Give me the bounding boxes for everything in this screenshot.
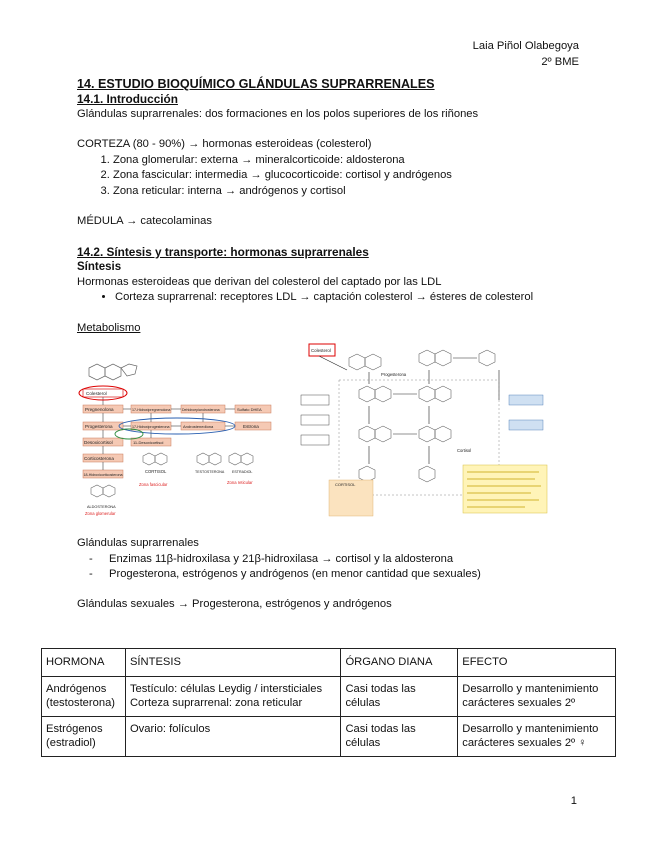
label-zona-fascicular: Zona fascicular xyxy=(139,482,168,488)
zones-list xyxy=(77,153,582,199)
fig2-cortisol-label: Cortisol xyxy=(457,448,472,454)
table-cell: Andrógenos (testosterona) xyxy=(42,676,126,716)
metabolismo-label: Metabolismo xyxy=(77,321,141,334)
box-sulfato-dhea: Sulfato DHEA xyxy=(237,407,262,413)
zone-item: 2. Zona fascicular: intermedia → glucocorticoide: cortisol y andrógenos xyxy=(113,168,582,183)
box-11-desoxicortisol: 11-Desoxicortisol xyxy=(133,440,164,446)
table-header-cell: SÍNTESIS xyxy=(125,649,340,677)
steroidogenesis-diagram xyxy=(77,360,287,528)
box-dehidroepiandrosterona: Dehidroepiandrosterona xyxy=(182,408,220,413)
table-cell: Estrógenos (estradiol) xyxy=(42,716,126,756)
table-row xyxy=(42,676,616,716)
document-title: 14. ESTUDIO BIOQUÍMICO GLÁNDULAS SUPRARRENALES xyxy=(77,77,435,91)
box-estrona: Estrona xyxy=(243,424,259,430)
box-18-hidroxicorticosterona: 18-Hidroxicorticosterona xyxy=(83,473,123,478)
table-cell: Casi todas las células xyxy=(341,716,458,756)
subheading-sintesis: Síntesis xyxy=(77,260,122,273)
sexual-glands-text: Glándulas sexuales → Progesterona, estrógenos y andrógenos xyxy=(77,598,392,611)
fig2-cortisol-caption: CORTISOL xyxy=(335,482,356,488)
table-cell: Ovario: folículos xyxy=(125,716,340,756)
table-cell: Desarrollo y mantenimiento carácteres sexuales 2º xyxy=(458,676,616,716)
glands-title: Glándulas suprarrenales xyxy=(77,537,199,550)
box-desoxicortisol: Desoxicortisol xyxy=(84,440,113,446)
figures-row xyxy=(77,340,582,536)
synthesis-bullet: • Corteza suprarrenal: receptores LDL → captación colesterol → ésteres de colesterol xyxy=(115,290,582,305)
box-corticosterona: Corticosterona xyxy=(84,456,114,462)
intro-text: Glándulas suprarrenales: dos formaciones en los polos superiores de los riñones xyxy=(77,108,479,120)
box-17-hidroxipregnenolona: 17-Hidroxipregnenolona xyxy=(132,408,171,413)
section-heading-synthesis: 14.2. Síntesis y transporte: hormonas suprarrenales xyxy=(77,244,369,259)
fig2-colesterol-label: Colesterol xyxy=(311,348,331,354)
zone-item: 3. Zona reticular: interna → andrógenos y cortisol xyxy=(113,184,582,199)
table-header-cell: HORMONA xyxy=(42,649,126,677)
zone-item: 1. Zona glomerular: externa → mineralcorticoide: aldosterona xyxy=(113,153,582,168)
hormone-table xyxy=(41,648,616,757)
glands-item: - Progesterona, estrógenos y andrógenos (en menor cantidad que sexuales) xyxy=(89,567,582,582)
table-header-row xyxy=(42,649,616,677)
page-number: 1 xyxy=(570,795,577,807)
label-cortisol: CORTISOL xyxy=(145,469,167,475)
medula-text: MÉDULA → catecolaminas xyxy=(77,215,212,228)
table-cell: Desarrollo y mantenimiento carácteres sexuales 2º ♀ xyxy=(458,716,616,756)
biosynthesis-diagram xyxy=(299,340,549,518)
label-zona-glomerular: Zona glomerular xyxy=(85,511,116,517)
box-androstenediona: Androstenediona xyxy=(183,424,214,430)
label-estradiol: ESTRADIOL xyxy=(232,470,253,475)
enzyme-boxes xyxy=(301,395,329,445)
table-cell: Casi todas las células xyxy=(341,676,458,716)
table-header-cell: ÓRGANO DIANA xyxy=(341,649,458,677)
box-colesterol: Colesterol xyxy=(86,391,107,397)
author-name: Laia Piñol Olabegoya xyxy=(472,40,579,52)
label-zona-reticular: Zona reticular xyxy=(227,480,253,486)
glands-item: - Enzimas 11β-hidroxilasa y 21β-hidroxilasa → cortisol y la aldosterona xyxy=(89,552,582,567)
fig2-progesterona-label: Progesterona xyxy=(381,372,407,378)
page-header xyxy=(473,38,579,70)
box-pregnenolona: Pregnenolona xyxy=(85,407,114,413)
label-testosterona: TESTOSTERONA xyxy=(195,470,225,475)
glands-list xyxy=(77,552,582,583)
course-label: 2º BME xyxy=(541,56,579,68)
box-17-hidroxiprogesterona: 17-Hidroxiprogesterona xyxy=(132,425,170,430)
table-header-cell: EFECTO xyxy=(458,649,616,677)
corteza-text: CORTEZA (80 - 90%) → hormonas esteroideas (colesterol) xyxy=(77,138,372,151)
box-progesterona: Progesterona xyxy=(85,424,113,430)
synthesis-text: Hormonas esteroideas que derivan del colesterol del captado por las LDL xyxy=(77,275,442,288)
synthesis-list xyxy=(77,290,582,305)
label-aldosterona: ALDOSTERONA xyxy=(87,505,116,510)
table-cell: Testículo: células Leydig / intersticiales Corteza suprarrenal: zona reticular xyxy=(125,676,340,716)
section-heading-intro: 14.1. Introducción xyxy=(77,92,178,106)
main-content xyxy=(77,76,582,613)
table-row xyxy=(42,716,616,756)
